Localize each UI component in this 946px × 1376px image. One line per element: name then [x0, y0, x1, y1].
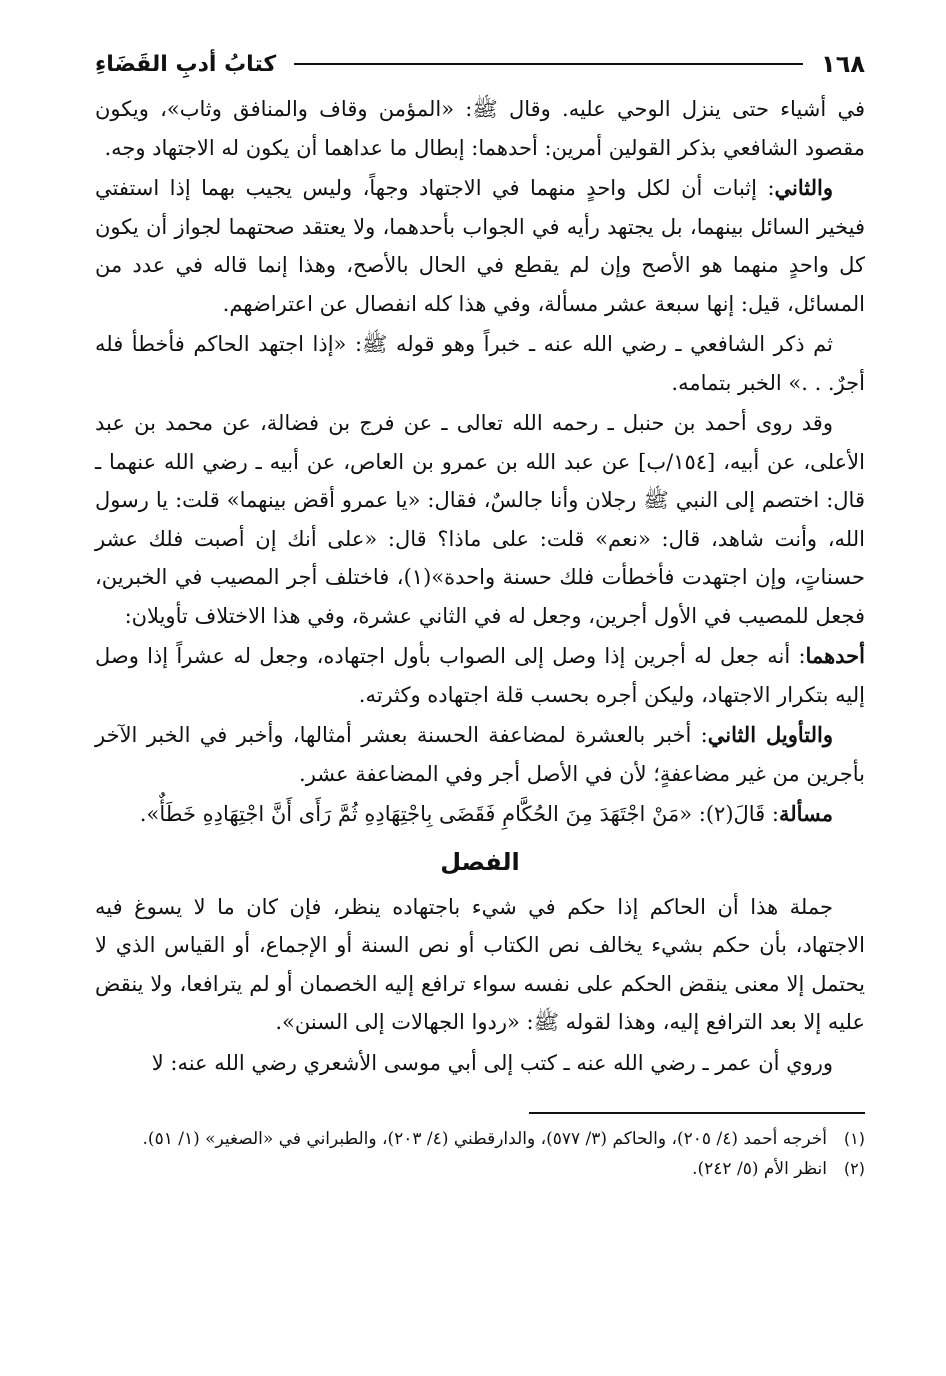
- paragraph: [95, 716, 865, 793]
- page-number: ١٦٨: [821, 50, 865, 78]
- paragraph-text: جملة هذا أن الحاكم إذا حكم في شيء باجتهاده ينظر، فإن كان ما لا يسوغ فيه الاجتهاد، بأن حكم بشيء يخالف نص الكتاب أو نص السنة أو الإجماع، أو القياس الذي لا يحتمل إلا معنى ينقض الحكم على نفسه سواء ترافع إليه الخصمان أو لم يترافعا، ولا ينقض عليه إلا بعد الترافع إليه، وهذا لقوله ﷺ: «ردوا الجهالات إلى السنن».: [95, 894, 865, 1034]
- paragraph-lead: والثاني: [774, 175, 833, 200]
- footnotes: [95, 1124, 865, 1184]
- footnote-text: أخرجه أحمد (٤/ ٢٠٥)، والحاكم (٣/ ٥٧٧)، والدارقطني (٤/ ٢٠٣)، والطبراني في «الصغير» (١/ ٥١).: [142, 1129, 827, 1149]
- page-body: [95, 90, 865, 1184]
- paragraph-text: وروي أن عمر ـ رضي الله عنه ـ كتب إلى أبي موسى الأشعري رضي الله عنه: لا: [151, 1050, 833, 1075]
- paragraph: [95, 637, 865, 714]
- paragraph: [95, 90, 865, 167]
- footnote: [95, 1124, 865, 1154]
- section-title: الفصل: [440, 847, 520, 876]
- paragraph: [95, 325, 865, 402]
- paragraph-text: : أخبر بالعشرة لمضاعفة الحسنة بعشر أمثالها، وأخبر في الخبر الآخر بأجرين من غير مضاعفةٍ؛ لأن في الأصل أجر وفي المضاعفة عشر.: [95, 723, 865, 786]
- paragraph: [95, 404, 865, 635]
- paragraph-text: وقد روى أحمد بن حنبل ـ رحمه الله تعالى ـ عن فرج بن فضالة، عن محمد بن عبد الأعلى، عن أبيه، [١٥٤/ب] عن عبد الله بن عمرو بن العاص، عن أبيه ـ رضي الله عنهما ـ قال: اختصم إلى النبي ﷺ رجلان وأنا جالسٌ، فقال: «يا عمرو أقض بينهما» قلت: يا رسول الله، وأنت شاهد، قال: «نعم» قلت: على ماذا؟ قال: «على أنك إن أصبت فلك عشر حسناتٍ، وإن اجتهدت فأخطأت فلك حسنة واحدة»(١)، فاختلف أجر المصيب في الخبرين، فجعل للمصيب في الأول أجرين، وجعل له في الثاني عشرة، وفي هذا الاختلاف تأويلان:: [95, 411, 865, 628]
- paragraph: [95, 1044, 865, 1083]
- footnote-mark: (١): [843, 1129, 865, 1148]
- footnote: [95, 1154, 865, 1184]
- paragraph-text: : قَالَ(٢): «مَنْ اجْتَهَدَ مِنَ الحُكَّامِ فَقَضَى بِاجْتِهَادِهِ ثُمَّ رَأَى أَنَّ اجْتِهَادِهِ خَطَأٌ».: [139, 802, 779, 826]
- paragraph-lead: مسألة: [778, 801, 833, 826]
- paragraph-text: : إثبات أن لكل واحدٍ منهما في الاجتهاد وجهاً، وليس يجيب بهما إذا استفتي فيخير السائل بينهما، بل يجتهد رأيه في الجواب بأحدهما، ولا يعتقد صحتهما لجواز أن يكون كل واحدٍ منهما هو الأصح وإن لم يقطع في الحال بالأصح، وهذا إنما قاله في عدد من المسائل، قيل: إنها سبعة عشر مسألة، وفي هذا كله انفصال عن اعتراضهم.: [95, 176, 865, 316]
- header-rule: [294, 63, 803, 65]
- book-page: [95, 40, 865, 1184]
- paragraph: [95, 888, 865, 1042]
- paragraph-text: : أنه جعل له أجرين إذا وصل إلى الصواب بأول اجتهاده، وجعل له عشراً إذا وصل إليه بتكرار الاجتهاد، وليكن أجره بحسب قلة اجتهاده وكثرته.: [95, 644, 865, 707]
- footnote-text: انظر الأم (٥/ ٢٤٢).: [692, 1159, 827, 1179]
- paragraph: [95, 795, 865, 834]
- footnote-mark: (٢): [843, 1159, 865, 1178]
- paragraph-text: في أشياء حتى ينزل الوحي عليه. وقال ﷺ: «المؤمن وقاف والمنافق وثاب»، ويكون مقصود الشافعي بذكر القولين أمرين: أحدهما: إبطال ما عداهما أن يكون له الاجتهاد وجه.: [95, 97, 865, 160]
- footnote-separator: [529, 1112, 865, 1114]
- paragraph-lead: والتأويل الثاني: [707, 722, 833, 747]
- paragraph-lead: أحدهما: [805, 643, 865, 668]
- paragraph-text: ثم ذكر الشافعي ـ رضي الله عنه ـ خبراً وهو قوله ﷺ: «إذا اجتهد الحاكم فأخطأ فله أجرٌ. . .» الخبر بتمامه.: [95, 332, 865, 395]
- running-header: [95, 40, 865, 88]
- book-title: كتابُ أدبِ القَضَاءِ: [95, 51, 277, 77]
- paragraph: [95, 169, 865, 323]
